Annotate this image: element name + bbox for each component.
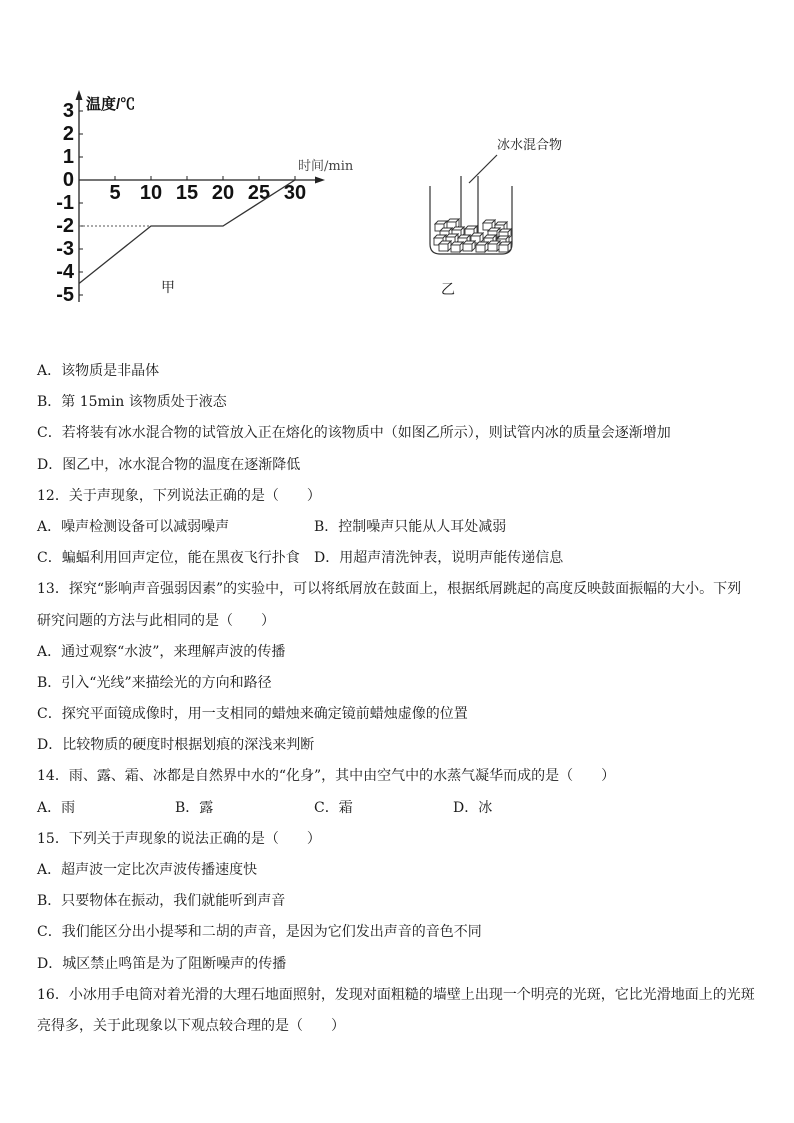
y-tick-label: -5 <box>56 284 74 306</box>
x-axis-arrow <box>315 177 325 184</box>
x-tick-label: 30 <box>283 182 307 204</box>
ice-cube-front <box>439 244 448 251</box>
annotation-leader-line <box>469 155 497 183</box>
x-axis-title: 时间/min <box>298 159 354 174</box>
q13-option-b: B．引入“光线”来描绘光的方向和路径 <box>37 674 272 691</box>
q14-option-d: D．冰 <box>453 799 493 816</box>
q13-stem-line-1: 13．探究“影响声音强弱因素”的实验中，可以将纸屑放在鼓面上，根据纸屑跳起的高度反映鼓面振幅的大小。下列 <box>37 581 742 598</box>
x-tick-label: 20 <box>211 182 235 204</box>
ice-cubes <box>434 219 511 252</box>
y-tick-label: -2 <box>56 215 74 237</box>
q12-stem: 12．关于声现象，下列说法正确的是（ ） <box>37 487 321 504</box>
figure-jia-label: 甲 <box>161 280 175 296</box>
q12-option-a: A．噪声检测设备可以减弱噪声 <box>37 518 230 535</box>
q14-option-a: A．雨 <box>37 799 76 816</box>
figure-yi-label: 乙 <box>441 282 455 298</box>
y-tick-label: 0 <box>62 169 74 191</box>
q13-option-a: A．通过观察“水波”，来理解声波的传播 <box>37 643 286 660</box>
q16-stem-line-2: 亮得多，关于此现象以下观点较合理的是（ ） <box>37 1017 345 1034</box>
q15-stem: 15．下列关于声现象的说法正确的是（ ） <box>37 830 321 847</box>
ice-cube <box>476 242 488 252</box>
ice-cube-front <box>476 245 485 252</box>
q14-option-c: C．霜 <box>314 799 353 816</box>
q13-stem-line-2: 研究问题的方法与此相同的是（ ） <box>37 612 275 629</box>
ice-cube-front <box>488 244 497 251</box>
figures <box>0 0 794 320</box>
ice-cube-front <box>499 245 508 252</box>
y-tick-label: -4 <box>56 261 74 283</box>
q14-options-row <box>37 793 777 824</box>
q15-option-c: C．我们能区分出小提琴和二胡的声音，是因为它们发出声音的音色不同 <box>37 924 482 941</box>
q13-option-c: C．探究平面镜成像时，用一支相同的蜡烛来确定镜前蜡烛虚像的位置 <box>37 706 468 723</box>
q11-option-d: D．图乙中，冰水混合物的温度在逐渐降低 <box>37 456 301 473</box>
ice-cube <box>463 241 475 251</box>
q15-option-b: B．只要物体在振动，我们就能听到声音 <box>37 893 286 910</box>
ice-cube-front <box>463 244 472 251</box>
q12-option-d: D．用超声清洗钟表，说明声能传递信息 <box>314 550 564 567</box>
temperature-chart <box>56 90 354 306</box>
q12-options-row-1 <box>37 512 777 543</box>
x-tick-label: 5 <box>109 182 121 204</box>
y-axis-title: 温度/℃ <box>86 96 136 113</box>
chart-marks <box>56 100 306 306</box>
question-list <box>37 356 777 1042</box>
q12-option-b: B．控制噪声只能从人耳处减弱 <box>314 518 507 535</box>
x-tick-label: 15 <box>175 182 199 204</box>
x-tick-label: 25 <box>247 182 271 204</box>
y-tick-label: 3 <box>62 100 74 122</box>
q11-option-c: C．若将装有冰水混合物的试管放入正在熔化的该物质中（如图乙所示），则试管内冰的质量会逐渐增加 <box>37 425 671 442</box>
ice-cube <box>451 242 463 252</box>
q15-option-a: A．超声波一定比次声波传播速度快 <box>37 862 258 878</box>
q11-option-a: A．该物质是非晶体 <box>37 363 160 379</box>
q14-option-b: B．露 <box>175 799 214 816</box>
q14-stem: 14．雨、露、霜、冰都是自然界中水的“化身”，其中由空气中的水蒸气凝华而成的是（ ） <box>37 768 616 785</box>
x-tick-label: 10 <box>139 182 163 204</box>
ice-cube <box>488 241 500 251</box>
q13-option-d: D．比较物质的硬度时根据划痕的深浅来判断 <box>37 737 315 754</box>
q12-options-row-2 <box>37 543 777 574</box>
ice-cube-front <box>451 245 460 252</box>
q15-option-d: D．城区禁止鸣笛是为了阻断噪声的传播 <box>37 955 287 972</box>
ice-cube <box>499 242 511 252</box>
y-axis-arrow <box>76 90 83 100</box>
ice-water-apparatus <box>430 155 512 254</box>
y-tick-label: 2 <box>62 123 74 145</box>
y-tick-label: -1 <box>56 192 74 214</box>
q16-stem-line-1: 16．小冰用手电筒对着光滑的大理石地面照射，发现对面粗糙的墙壁上出现一个明亮的光斑，它比光滑地面上的光斑 <box>37 986 755 1003</box>
q12-option-c: C．蝙蝠利用回声定位，能在黑夜飞行扑食 <box>37 550 300 567</box>
q11-option-b: B．第 15min 该物质处于液态 <box>37 394 227 411</box>
y-tick-label: 1 <box>62 146 74 168</box>
ice-water-mixture-annotation: 冰水混合物 <box>497 138 563 153</box>
y-tick-label: -3 <box>56 238 74 260</box>
ice-cube <box>439 241 451 251</box>
